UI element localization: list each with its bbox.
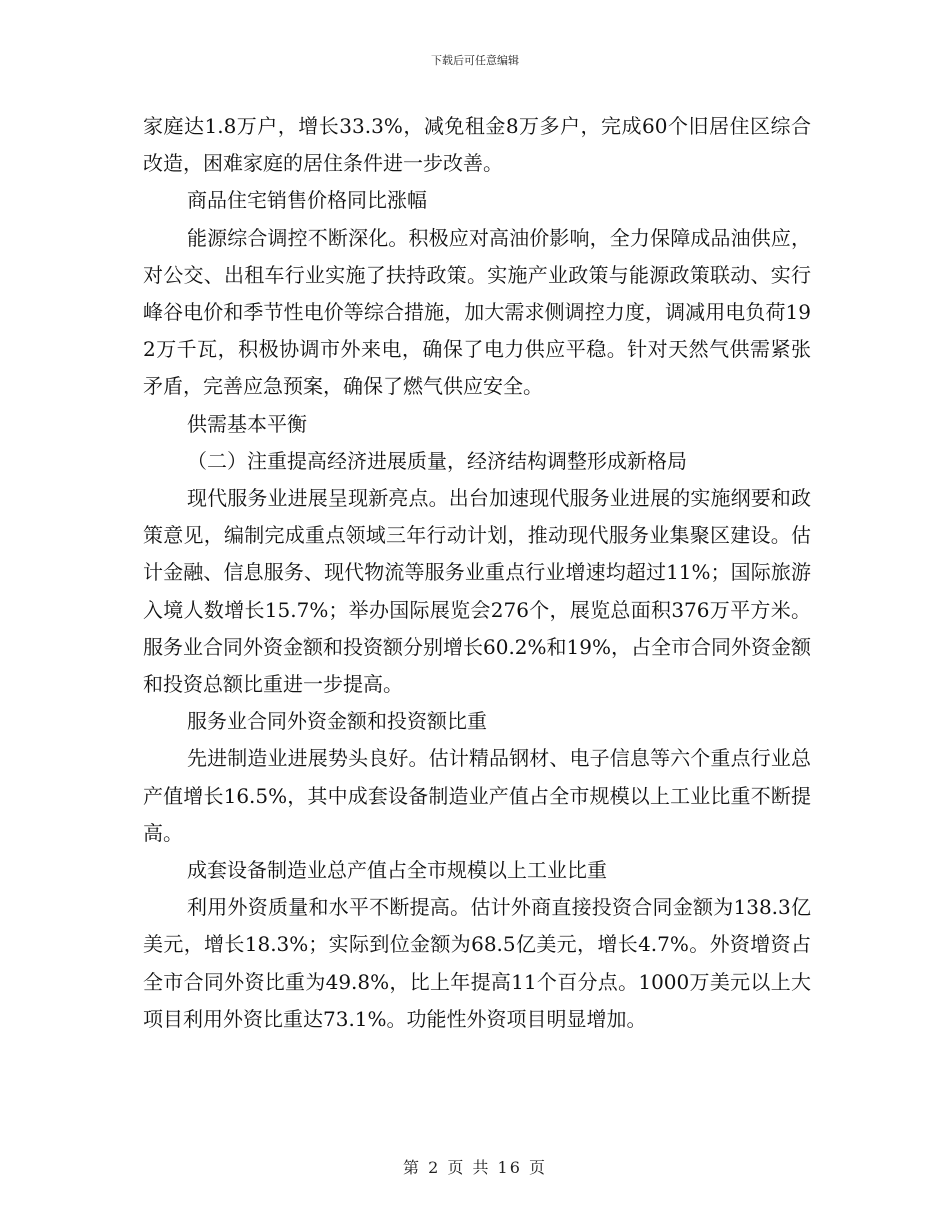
paragraph: 能源综合调控不断深化。积极应对高油价影响，全力保障成品油供应，对公交、出租车行业实施了扶持政策。实施产业政策与能源政策联动、实行峰谷电价和季节性电价等综合措施，加大需求侧调控力度，调减用电负荷192万千瓦，积极协调市外来电，确保了电力供应平稳。针对天然气供需紧张矛盾，完善应急预案，确保了燃气供应安全。	[143, 225, 811, 399]
section-heading: （二）注重提高经济进展质量，经济结构调整形成新格局	[187, 448, 687, 473]
paragraph: 供需基本平衡	[187, 411, 307, 436]
paragraph: 先进制造业进展势头良好。估计精品钢材、电子信息等六个重点行业总产值增长16.5%，其中成套设备制造业产值占全市规模以上工业比重不断提高。	[143, 746, 811, 845]
paragraph: 商品住宅销售价格同比涨幅	[187, 188, 427, 213]
document-body	[143, 108, 811, 1038]
page-header: 下载后可任意编辑	[431, 54, 519, 67]
paragraph: 家庭达1.8万户，增长33.3%，减免租金8万多户，完成60个旧居住区综合改造，困难家庭的居住条件进一步改善。	[143, 114, 811, 176]
paragraph: 服务业合同外资金额和投资额比重	[187, 709, 487, 734]
paragraph: 成套设备制造业总产值占全市规模以上工业比重	[187, 858, 607, 883]
paragraph: 现代服务业进展呈现新亮点。出台加速现代服务业进展的实施纲要和政策意见，编制完成重点领域三年行动计划，推动现代服务业集聚区建设。估计金融、信息服务、现代物流等服务业重点行业增速均超过11%；国际旅游入境人数增长15.7%；举办国际展览会276个，展览总面积376万平方米。服务业合同外资金额和投资额分别增长60.2%和19%，占全市合同外资金额和投资总额比重进一步提高。	[143, 486, 811, 697]
page-number: 第 2 页 共 16 页	[403, 1158, 547, 1177]
paragraph: 利用外资质量和水平不断提高。估计外商直接投资合同金额为138.3亿美元，增长18.3%；实际到位金额为68.5亿美元，增长4.7%。外资增资占全市合同外资比重为49.8%，比上年提高11个百分点。1000万美元以上大项目利用外资比重达73.1%。功能性外资项目明显增加。	[143, 895, 811, 1031]
